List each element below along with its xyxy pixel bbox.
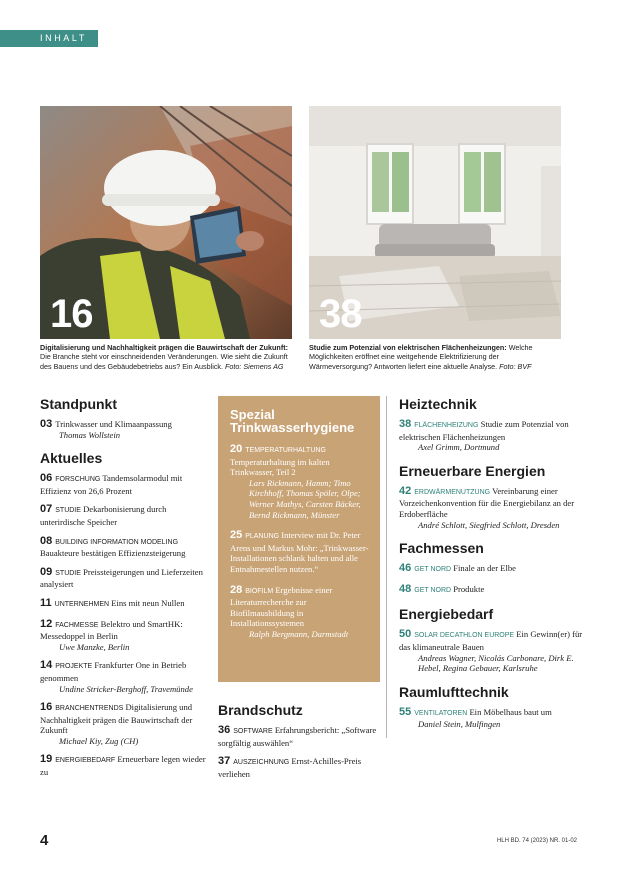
toc-entry [40,660,210,694]
spezial-title [230,408,370,434]
toc-entry [40,419,210,440]
entry-title: Ernst-Achilles-Preis verliehen [218,756,362,779]
entry-page-number: 38 [399,418,412,430]
toc-list [230,444,370,640]
entry-title: Eins mit neun Nullen [111,597,185,608]
section-tag: INHALT [0,30,98,47]
entry-page-number: 28 [230,583,243,596]
toc-list [399,563,586,596]
toc-entry [399,629,586,673]
section-title: Brandschutz [218,702,303,718]
toc-entry [230,530,370,574]
caption-text: Welche Möglichkeiten eröffnet eine weitgehende Elektrifizierung der Wärmeversorgung? Antworten liefert eine aktuelle Analyse. [309,343,533,371]
caption-lead: Digitalisierung und Nachhaltigkeit prägen die Bauwirtschaft der Zukunft: [40,343,288,352]
entry-page-number: 42 [399,484,412,497]
caption-lead: Studie zum Potenzial von elektrischen Flächenheizungen: [309,343,507,352]
toc-entry [218,725,380,748]
entry-page-number: 25 [230,529,243,542]
entry-title: Tandemsolarmodul mit Effizienz von 26,6 Prozent [40,473,183,496]
section-title: Raumlufttechnik [399,683,509,700]
entry-title: Trinkwasser und Klimaanpassung [55,419,172,429]
entry-title: Bauakteure bestätigen Effizienzsteigerung [40,548,186,559]
entry-author: Michael Kiy, Zug (CH) [59,735,139,746]
entry-page-number: 36 [218,724,231,736]
toc-list [399,486,586,530]
toc-entry [399,563,586,576]
entry-page-number: 19 [40,753,53,766]
entry-keyword: VENTILATOREN [414,709,468,717]
toc-entry [399,584,586,597]
toc-entry [40,473,210,496]
toc-entry [399,419,586,453]
section-title: Erneuerbare Energien [399,462,546,479]
entry-author: Axel Grimm, Dortmund [418,442,500,453]
toc-entry [218,756,380,779]
toc-list [218,725,380,779]
entry-keyword: BUILDING INFORMATION MODELING [55,538,179,546]
entry-keyword: GET NORD [414,586,452,594]
entry-keyword: SOLAR DECATHLON EUROPE [414,632,515,640]
toc-list [399,419,586,453]
entry-author: Andreas Wagner, Nicolás Carbonare, Dirk E. Hebel, Regina Gebauer, Karlsruhe [418,652,574,674]
entry-page-number: 20 [230,443,243,455]
entry-page-number: 50 [399,628,412,641]
entry-title: Finale an der Elbe [453,563,516,574]
spezial-box [218,396,380,682]
spezial-title-line: Trinkwasserhygiene [230,420,355,435]
entry-page-number: 09 [40,565,53,578]
entry-title: Frankfurter One in Betrieb genommen [40,660,187,683]
entry-title: Ergebnisse einer Literaturrecherche zur Biofilmausbildung in Installationssystemen [230,584,333,629]
entry-page-number: 07 [40,503,53,516]
entry-page-number: 03 [40,418,53,430]
entry-page-number: 46 [399,562,412,575]
photo-number: 16 [50,292,93,336]
toc-list [399,629,586,673]
entry-title: Preissteigerungen und Lieferzeiten analysiert [40,566,203,590]
entry-keyword: GET NORD [414,566,452,574]
toc-list [40,419,210,440]
entry-title: Erfahrungsbericht: „Software sorgfältig auswählen“ [218,725,377,748]
toc-list [40,473,210,777]
entry-title: Ein Möbelhaus baut um [469,706,552,717]
entry-keyword: FLÄCHENHEIZUNG [414,422,479,429]
entry-keyword: BIOFILM [245,587,274,595]
entry-author: André Schlott, Siegfried Schlott, Dresden [418,519,560,530]
toc-entry [40,754,210,777]
entry-keyword: BRANCHENTRENDS [55,705,124,713]
toc-list [399,707,586,730]
section-title: Aktuelles [40,450,103,467]
entry-page-number: 11 [40,596,52,609]
entry-author: Uwe Manzke, Berlin [59,641,130,652]
entry-keyword: STUDIE [55,507,81,515]
entry-page-number: 12 [40,617,53,630]
entry-page-number: 08 [40,534,53,547]
section-title: Standpunkt [40,396,117,412]
entry-title: Temperaturhaltung im kalten Trinkwasser, Teil 2 [230,456,330,478]
entry-author: Lars Rickmann, Hamm; Timo Kirchhoff, Thomas Spöler, Olpe; Werner Mathys, Carsten Bäcker, Bernd Rickmann, Münster [249,477,361,520]
photo-construction-worker [40,106,292,339]
journal-reference: HLH BD. 74 (2023) NR. 01-02 [496,838,577,844]
toc-entry [40,536,210,559]
entry-keyword: FACHMESSE [55,621,99,629]
section-title: Energiebedarf [399,606,494,623]
caption-credit: Foto: Siemens AG [225,361,284,371]
toc-entry [230,585,370,640]
entry-keyword: TEMPERATURHALTUNG [245,447,326,454]
page-number: 4 [40,832,49,849]
toc-entry [40,702,210,746]
entry-author: Thomas Wollstein [59,429,121,440]
entry-keyword: UNTERNEHMEN [54,600,110,608]
entry-keyword: ERDWÄRMENUTZUNG [414,488,491,496]
caption-text: Die Branche steht vor einschneidenden Veränderungen. Wie sieht die Zukunft des Bauens und des Gebäudebetriebs aus? Ein Ausblick. [40,352,288,371]
entry-author: Undine Stricker-Berghoff, Travemünde [59,683,193,694]
entry-keyword: PLANUNG [245,533,280,541]
entry-page-number: 16 [40,701,53,714]
entry-keyword: SOFTWARE [233,728,273,735]
photo-number: 38 [319,292,362,336]
toc-entry [399,707,586,730]
caption-credit: Foto: BVF [499,361,532,371]
entry-title: Digitalisierung und Nachhaltigkeit prägen die Bauwirtschaft der Zukunft [40,702,193,736]
entry-title: Studie zum Potenzial von elektrischen Flächenheizungen [399,419,569,442]
toc-entry [40,504,210,527]
section-title: Fachmessen [399,540,484,557]
entry-page-number: 14 [40,659,53,672]
entry-title: Erneuerbare legen wieder zu [40,754,206,778]
column-right [386,396,586,738]
entry-page-number: 37 [218,755,231,768]
section-title: Heiztechnik [399,396,477,412]
entry-title: Produkte [453,583,485,594]
toc-entry [40,598,210,611]
entry-author: Daniel Stein, Mulfingen [418,719,501,730]
entry-page-number: 06 [40,472,53,485]
entry-keyword: AUSZEICHNUNG [233,759,290,767]
entry-title: Dekarbonisierung durch unterirdische Speicher [40,504,167,527]
spezial-title-line: Spezial [230,407,275,422]
toc-entry [230,444,370,520]
entry-title: Interview mit Dr. Peter Arens und Markus Mohr: „Trinkwasser-Installationen schlank halten und alle Entnahmestellen nutzen.“ [230,530,369,574]
entry-page-number: 55 [399,705,412,718]
section-brandschutz [218,702,380,787]
toc-entry [399,486,586,530]
entry-title: Belektro und SmartHK: Messedoppel in Berlin [40,618,183,642]
toc-entry [40,567,210,590]
photo-living-room [309,106,561,339]
entry-keyword: FORSCHUNG [55,476,101,484]
toc-entry [40,619,210,653]
column-left [40,396,210,786]
entry-page-number: 48 [399,582,412,595]
photo-caption [309,343,561,371]
entry-title: Ein Gewinn(er) für das klimaneutrale Bauen [399,629,583,652]
entry-author: Ralph Bergmann, Darmstadt [249,628,349,639]
entry-keyword: STUDIE [55,569,81,577]
photo-caption [40,343,292,371]
entry-keyword: PROJEKTE [55,663,93,671]
entry-title: Vereinbarung einer Vorzeichenkonvention für die Energiebilanz an der Erdoberfläche [399,485,575,519]
entry-keyword: ENERGIEBEDARF [55,757,116,765]
